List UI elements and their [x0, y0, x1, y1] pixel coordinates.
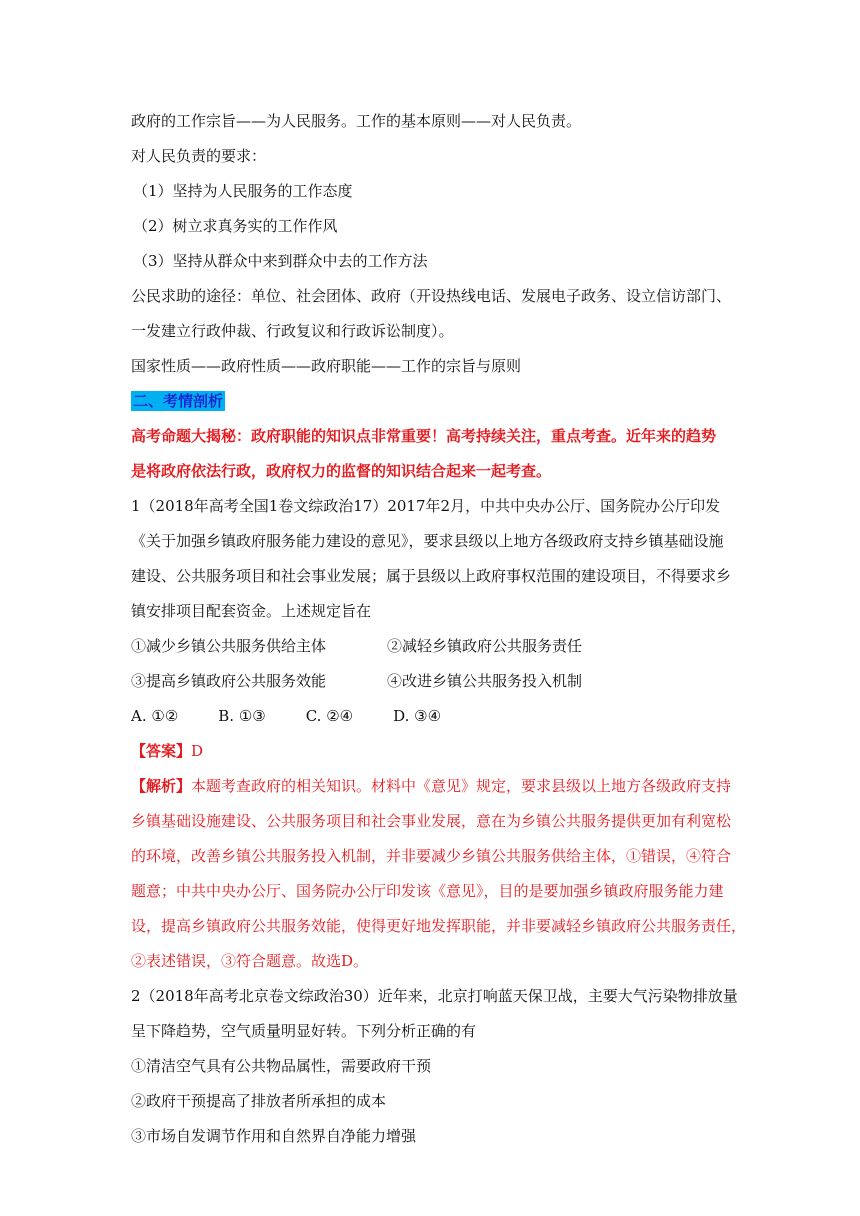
exam-reveal-text: 是将政府依法行政，政府权力的监督的知识结合起来一起考查。	[131, 462, 552, 480]
option-row	[131, 629, 731, 664]
answer-value: D	[191, 742, 204, 760]
analysis-text: 本题考查政府的相关知识。材料中《意见》规定，要求县级以上地方各级政府支持	[191, 777, 732, 795]
document-body	[131, 104, 747, 1154]
question-stem: 《关于加强乡镇政府服务能力建设的意见》，要求县级以上地方各级政府支持乡镇基础设施	[131, 532, 724, 550]
section-heading-row	[131, 384, 731, 419]
choice-a: A. ①②	[131, 707, 179, 725]
option-item: ④改进乡镇公共服务投入机制	[387, 672, 583, 690]
choice-d: D. ③④	[393, 707, 442, 725]
exam-reveal-text: 高考命题大揭秘：政府职能的知识点非常重要！高考持续关注，重点考查。近年来的趋势	[131, 427, 717, 445]
option-item: ①减少乡镇公共服务供给主体	[131, 637, 327, 655]
summary-line: 公民求助的途径：单位、社会团体、政府（开设热线电话、发展电子政务、设立信访部门、	[131, 287, 732, 305]
choice-c: C. ②④	[305, 707, 354, 725]
option-item: ③市场自发调节作用和自然界自净能力增强	[131, 1127, 417, 1145]
summary-line: 政府的工作宗旨——为人民服务。工作的基本原则——对人民负责。	[131, 112, 582, 130]
choice-b: B. ①③	[218, 707, 266, 725]
question-stem: 镇安排项目配套资金。上述规定旨在	[131, 602, 372, 620]
question-stem: 呈下降趋势，空气质量明显好转。下列分析正确的有	[131, 1022, 477, 1040]
analysis-text: ②表述错误，③符合题意。故选D。	[131, 952, 369, 970]
requirement-item: （2）树立求真务实的工作作风	[133, 217, 338, 235]
requirement-item: （3）坚持从群众中来到群众中去的工作方法	[133, 252, 428, 270]
analysis-text: 的环境，改善乡镇公共服务投入机制，并非要减少乡镇公共服务供给主体，①错误，④符合	[131, 847, 732, 865]
analysis-text: 题意；中共中央办公厅、国务院办公厅印发该《意见》，目的是要加强乡镇政府服务能力建	[131, 882, 724, 900]
option-item: ①清洁空气具有公共物品属性，需要政府干预	[131, 1057, 432, 1075]
analysis-block	[131, 769, 747, 979]
option-item: ③提高乡镇政府公共服务效能	[131, 672, 327, 690]
analysis-text: 乡镇基础设施建设、公共服务项目和社会事业发展，意在为乡镇公共服务提供更加有利宽松	[131, 812, 732, 830]
summary-line: 国家性质——政府性质——政府职能——工作的宗旨与原则	[131, 357, 522, 375]
option-item: ②减轻乡镇政府公共服务责任	[387, 637, 583, 655]
option-row	[131, 664, 731, 699]
analysis-tag: 【解析】	[131, 777, 192, 795]
section-heading: 二、考情剖析	[133, 392, 224, 410]
requirement-item: （1）坚持为人民服务的工作态度	[133, 182, 353, 200]
question-stem: 1（2018年高考全国1卷文综政治17）2017年2月，中共中央办公厅、国务院办公厅印发	[131, 497, 721, 515]
question-stem: 建设、公共服务项目和社会事业发展；属于县级以上政府事权范围的建设项目，不得要求乡	[131, 567, 732, 585]
answer-tag: 【答案】	[131, 742, 192, 760]
choice-row	[131, 699, 731, 734]
question-stem: 2（2018年高考北京卷文综政治30）近年来，北京打响蓝天保卫战，主要大气污染物排放量	[131, 987, 738, 1005]
summary-line: 对人民负责的要求：	[131, 147, 267, 165]
answer-row	[131, 734, 731, 769]
analysis-text: 设，提高乡镇政府公共服务效能，使得更好地发挥职能，并非要减轻乡镇政府公共服务责任，	[131, 917, 747, 935]
summary-line: 一发建立行政仲裁、行政复议和行政诉讼制度）。	[131, 322, 454, 340]
option-item: ②政府干预提高了排放者所承担的成本	[131, 1092, 387, 1110]
